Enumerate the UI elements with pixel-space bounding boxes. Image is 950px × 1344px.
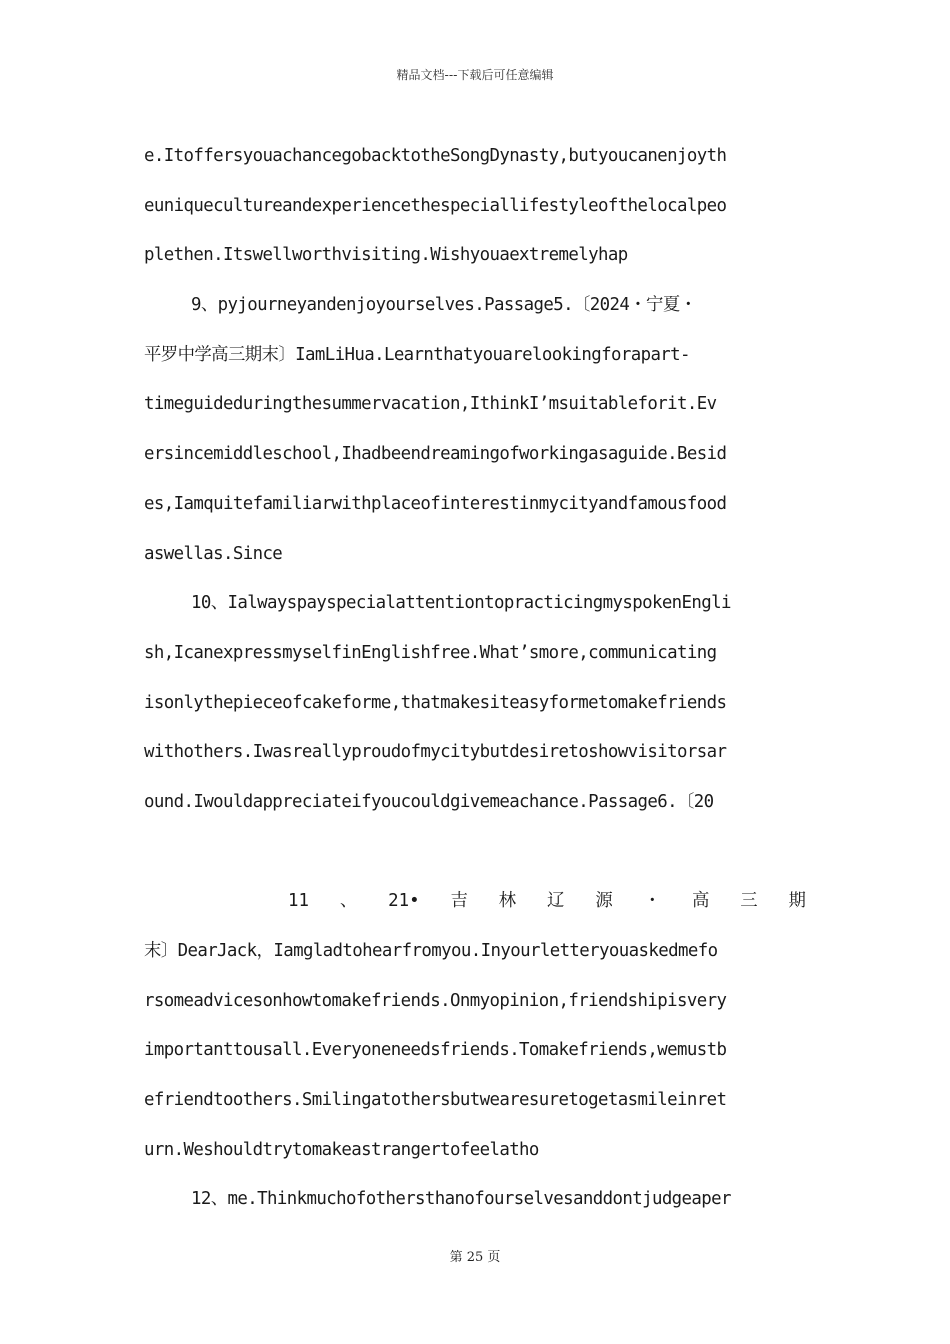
paragraph-1	[144, 132, 806, 281]
text-line: efriendtoothers.Smilingatothersbutwearesuretogetasmileinret	[144, 1090, 727, 1111]
blank-line	[144, 828, 806, 878]
justified-line	[144, 877, 806, 927]
text-line: rsomeadvicesonhowtomakefriends.Onmyopinion,friendshipisvery	[144, 990, 727, 1011]
text-line: es,Iamquitefamiliarwithplaceofinterestinmycityandfamousfood	[144, 493, 727, 514]
text-line: 10、IalwayspayspecialattentiontopracticingmyspokenEngli	[191, 593, 731, 614]
text-line: urn.Weshouldtrytomakeastrangertofeelatho	[144, 1139, 539, 1160]
text-line: ound.Iwouldappreciateifyoucouldgivemeachance.Passage6.〔20	[144, 791, 714, 812]
text-line: importanttousall.Everyoneneedsfriends.Tomakefriends,wemustb	[144, 1040, 727, 1061]
page-header: 精品文档---下载后可任意编辑	[396, 68, 554, 82]
justified-token: 、	[339, 891, 358, 912]
text-line: 9、pyjourneyandenjoyourselves.Passage5.〔2024・宁夏・	[191, 295, 697, 316]
text-line: e.ItoffersyouachancegobacktotheSongDynasty,butyoucanenjoyth	[144, 146, 727, 166]
justified-token: 源	[595, 891, 613, 912]
text-line: sh,IcanexpressmyselfinEnglishfree.What’smore,communicating	[144, 642, 717, 663]
text-line: withothers.Iwasreallyproudofmycitybutdesiretoshowvisitorsar	[144, 742, 727, 763]
text-line: timeguideduringthesummervacation,IthinkI’msuitableforit.Ev	[144, 394, 717, 415]
text-line: plethen.Itswellworthvisiting.Wishyouaextremelyhap	[144, 245, 628, 266]
text-line: 平罗中学高三期末〕IamLiHua.Learnthatyouarelookingforapart-	[144, 344, 690, 365]
justified-token: 林	[498, 891, 517, 912]
justified-token: 辽	[547, 891, 565, 912]
paragraph-3	[144, 579, 806, 827]
paragraph-4	[144, 927, 806, 1175]
text-line: 末〕DearJack，Iamgladtohearfromyou.Inyourletteryouaskedmefo	[144, 941, 718, 961]
text-line: isonlythepieceofcakeforme,thatmakesiteasyformetomakefriends	[144, 692, 727, 713]
justified-token: 三	[740, 891, 758, 912]
document-body	[144, 132, 806, 1225]
text-line: aswellas.Since	[144, 543, 283, 564]
page-footer: 第 25 页	[449, 1250, 501, 1265]
paragraph-5	[144, 1175, 806, 1225]
text-line: 12、me.Thinkmuchofothersthanofourselvesanddontjudgeaper	[191, 1189, 731, 1210]
paragraph-2	[144, 281, 806, 579]
justified-token: 21•	[388, 891, 420, 912]
text-line: ersincemiddleschool,Ihadbeendreamingofworkingasaguide.Besid	[144, 444, 727, 465]
justified-token: 吉	[450, 891, 468, 912]
justified-token: ・	[643, 891, 662, 912]
justified-token: 高	[691, 891, 710, 912]
justified-token: 期	[788, 891, 806, 912]
text-line: euniquecultureandexperiencethespeciallifestyleofthelocalpeo	[144, 195, 727, 216]
justified-token: 11	[288, 891, 309, 912]
